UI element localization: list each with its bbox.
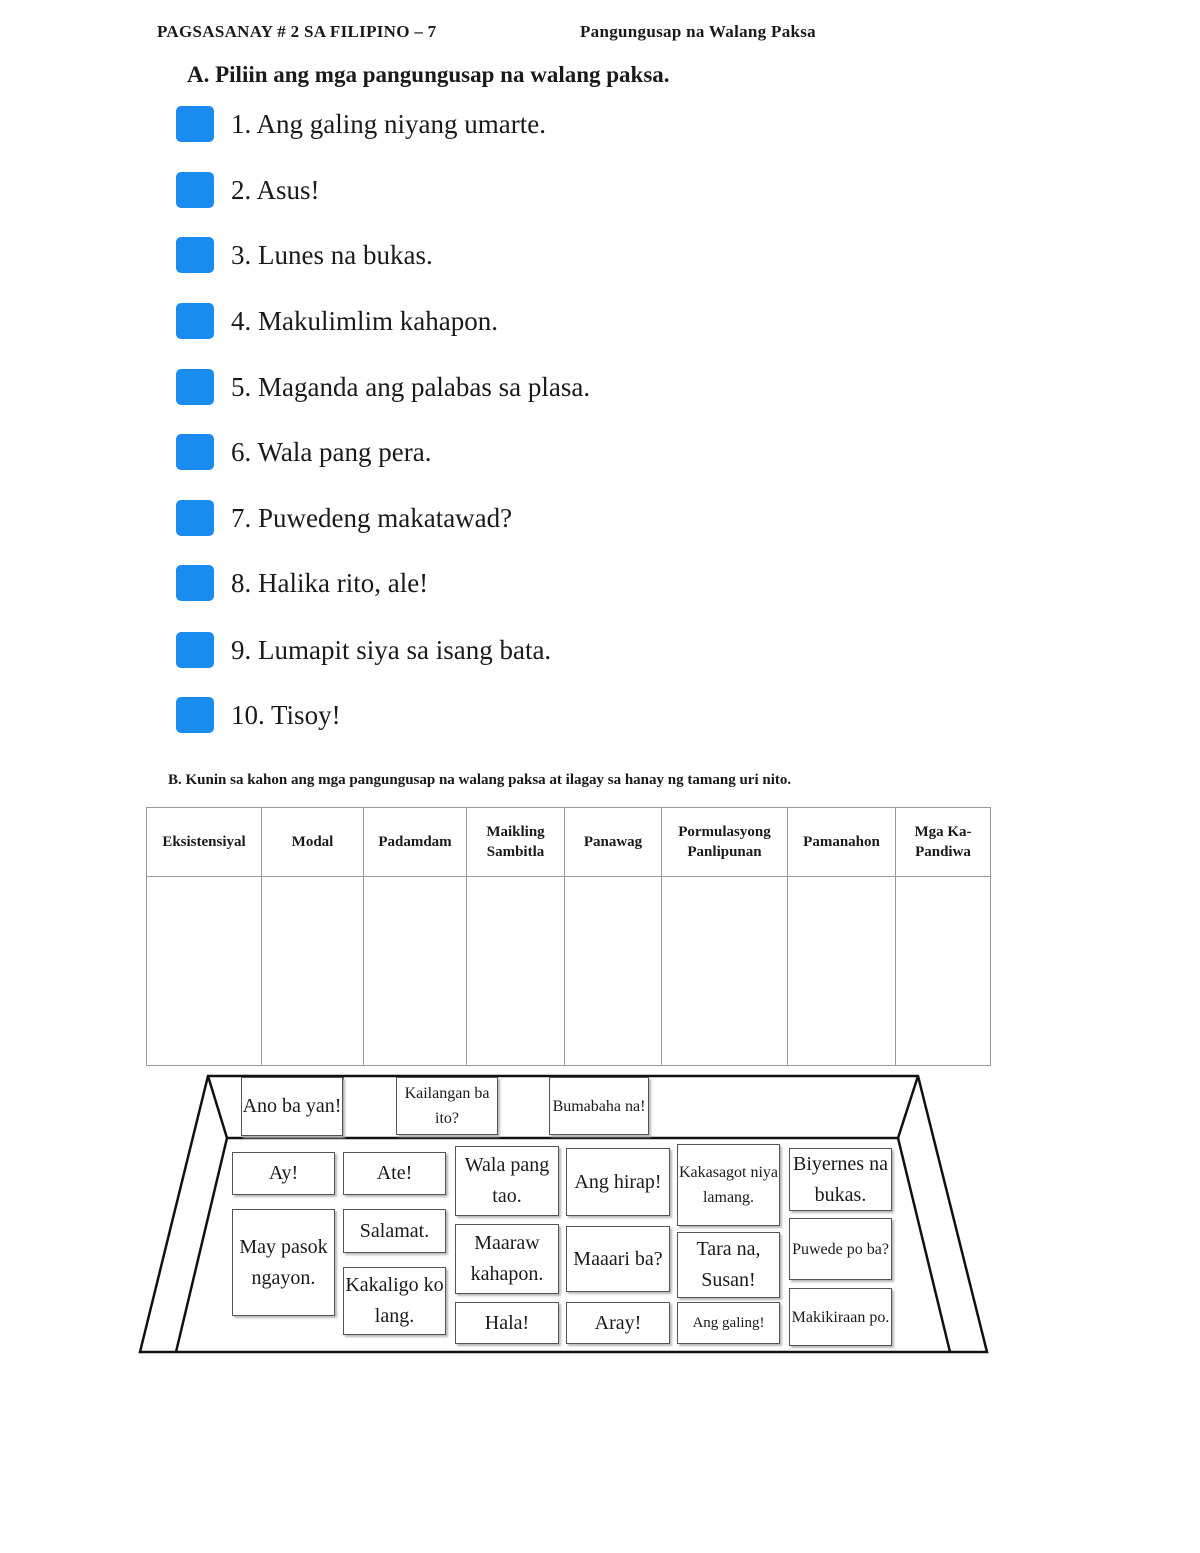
sentence-card[interactable] <box>232 1152 335 1195</box>
sentence-card[interactable] <box>549 1077 649 1135</box>
card-text: Ano ba yan! <box>242 1095 342 1117</box>
item-text: 6. Wala pang pera. <box>231 436 432 467</box>
worksheet-title: PAGSASANAY # 2 SA FILIPINO – 7 <box>157 22 437 41</box>
column-header-eksistensiyal: Eksistensiyal <box>147 808 262 877</box>
card-text: Maaraw kahapon. <box>470 1232 544 1285</box>
column-header-pormulasyong-panlipunan: Pormulasyong Panlipunan <box>662 808 788 877</box>
card-text: Kakaligo ko lang. <box>345 1274 444 1327</box>
sentence-card[interactable] <box>455 1146 559 1216</box>
sentence-card[interactable] <box>677 1232 780 1298</box>
item-text: 3. Lunes na bukas. <box>231 239 433 270</box>
column-header-maikling-sambitla: Maikling Sambitla <box>467 808 565 877</box>
item-text: 9. Lumapit siya sa isang bata. <box>231 634 552 665</box>
sentence-card[interactable] <box>343 1209 446 1253</box>
sentence-card[interactable] <box>566 1226 670 1292</box>
item-text: 2. Asus! <box>231 174 320 205</box>
column-header-padamdam: Padamdam <box>364 808 467 877</box>
card-text: Salamat. <box>359 1219 430 1242</box>
card-text: Makikiraan po. <box>791 1308 890 1326</box>
card-text: Ate! <box>376 1162 413 1184</box>
card-text: Ang hirap! <box>574 1170 662 1193</box>
item-text: 10. Tisoy! <box>231 699 341 730</box>
section-a-instruction: A. Piliin ang mga pangungusap na walang paksa. <box>187 62 670 87</box>
column-header-ka-pandiwa: Mga Ka-Pandiwa <box>896 808 991 877</box>
card-text: May pasok ngayon. <box>239 1235 328 1289</box>
sentence-card[interactable] <box>677 1144 780 1226</box>
card-text: Puwede po ba? <box>792 1240 889 1258</box>
card-text: Ang galing! <box>692 1314 765 1331</box>
sentence-card[interactable] <box>396 1077 498 1135</box>
card-text: Maaari ba? <box>573 1247 663 1270</box>
sentence-card[interactable] <box>455 1302 559 1344</box>
column-header-pamanahon: Pamanahon <box>788 808 896 877</box>
worksheet-topic: Pangungusap na Walang Paksa <box>580 22 816 41</box>
card-text: Hala! <box>484 1311 530 1334</box>
sentence-card[interactable] <box>343 1267 446 1335</box>
card-text: Aray! <box>594 1311 642 1334</box>
item-text: 8. Halika rito, ale! <box>231 567 429 598</box>
sentence-card[interactable] <box>677 1302 780 1344</box>
card-text: Biyernes na bukas. <box>793 1152 888 1206</box>
card-text: Bumabaha na! <box>552 1097 646 1115</box>
card-text: Wala pang tao. <box>464 1154 550 1207</box>
item-text: 1. Ang galing niyang umarte. <box>231 108 546 139</box>
card-text: Kailangan ba ito? <box>404 1085 490 1127</box>
section-b-instruction: B. Kunin sa kahon ang mga pangungusap na walang paksa at ilagay sa hanay ng tamang uri nito. <box>168 772 792 788</box>
sentence-card[interactable] <box>241 1077 343 1136</box>
sentence-card[interactable] <box>566 1302 670 1344</box>
sentence-card[interactable] <box>566 1148 670 1216</box>
sentence-card[interactable] <box>343 1152 446 1195</box>
card-text: Tara na, Susan! <box>696 1238 761 1291</box>
sentence-card[interactable] <box>232 1209 335 1316</box>
column-header-panawag: Panawag <box>565 808 662 877</box>
sentence-card[interactable] <box>789 1288 892 1346</box>
item-text: 5. Maganda ang palabas sa plasa. <box>231 371 591 402</box>
item-text: 7. Puwedeng makatawad? <box>231 502 513 533</box>
card-text: Ay! <box>268 1162 299 1184</box>
sentence-card[interactable] <box>789 1148 892 1211</box>
column-header-modal: Modal <box>262 808 364 877</box>
item-text: 4. Makulimlim kahapon. <box>231 305 498 336</box>
sentence-card[interactable] <box>455 1224 559 1294</box>
sentence-card[interactable] <box>789 1218 892 1280</box>
card-text: Kakasagot niya lamang. <box>678 1164 779 1206</box>
